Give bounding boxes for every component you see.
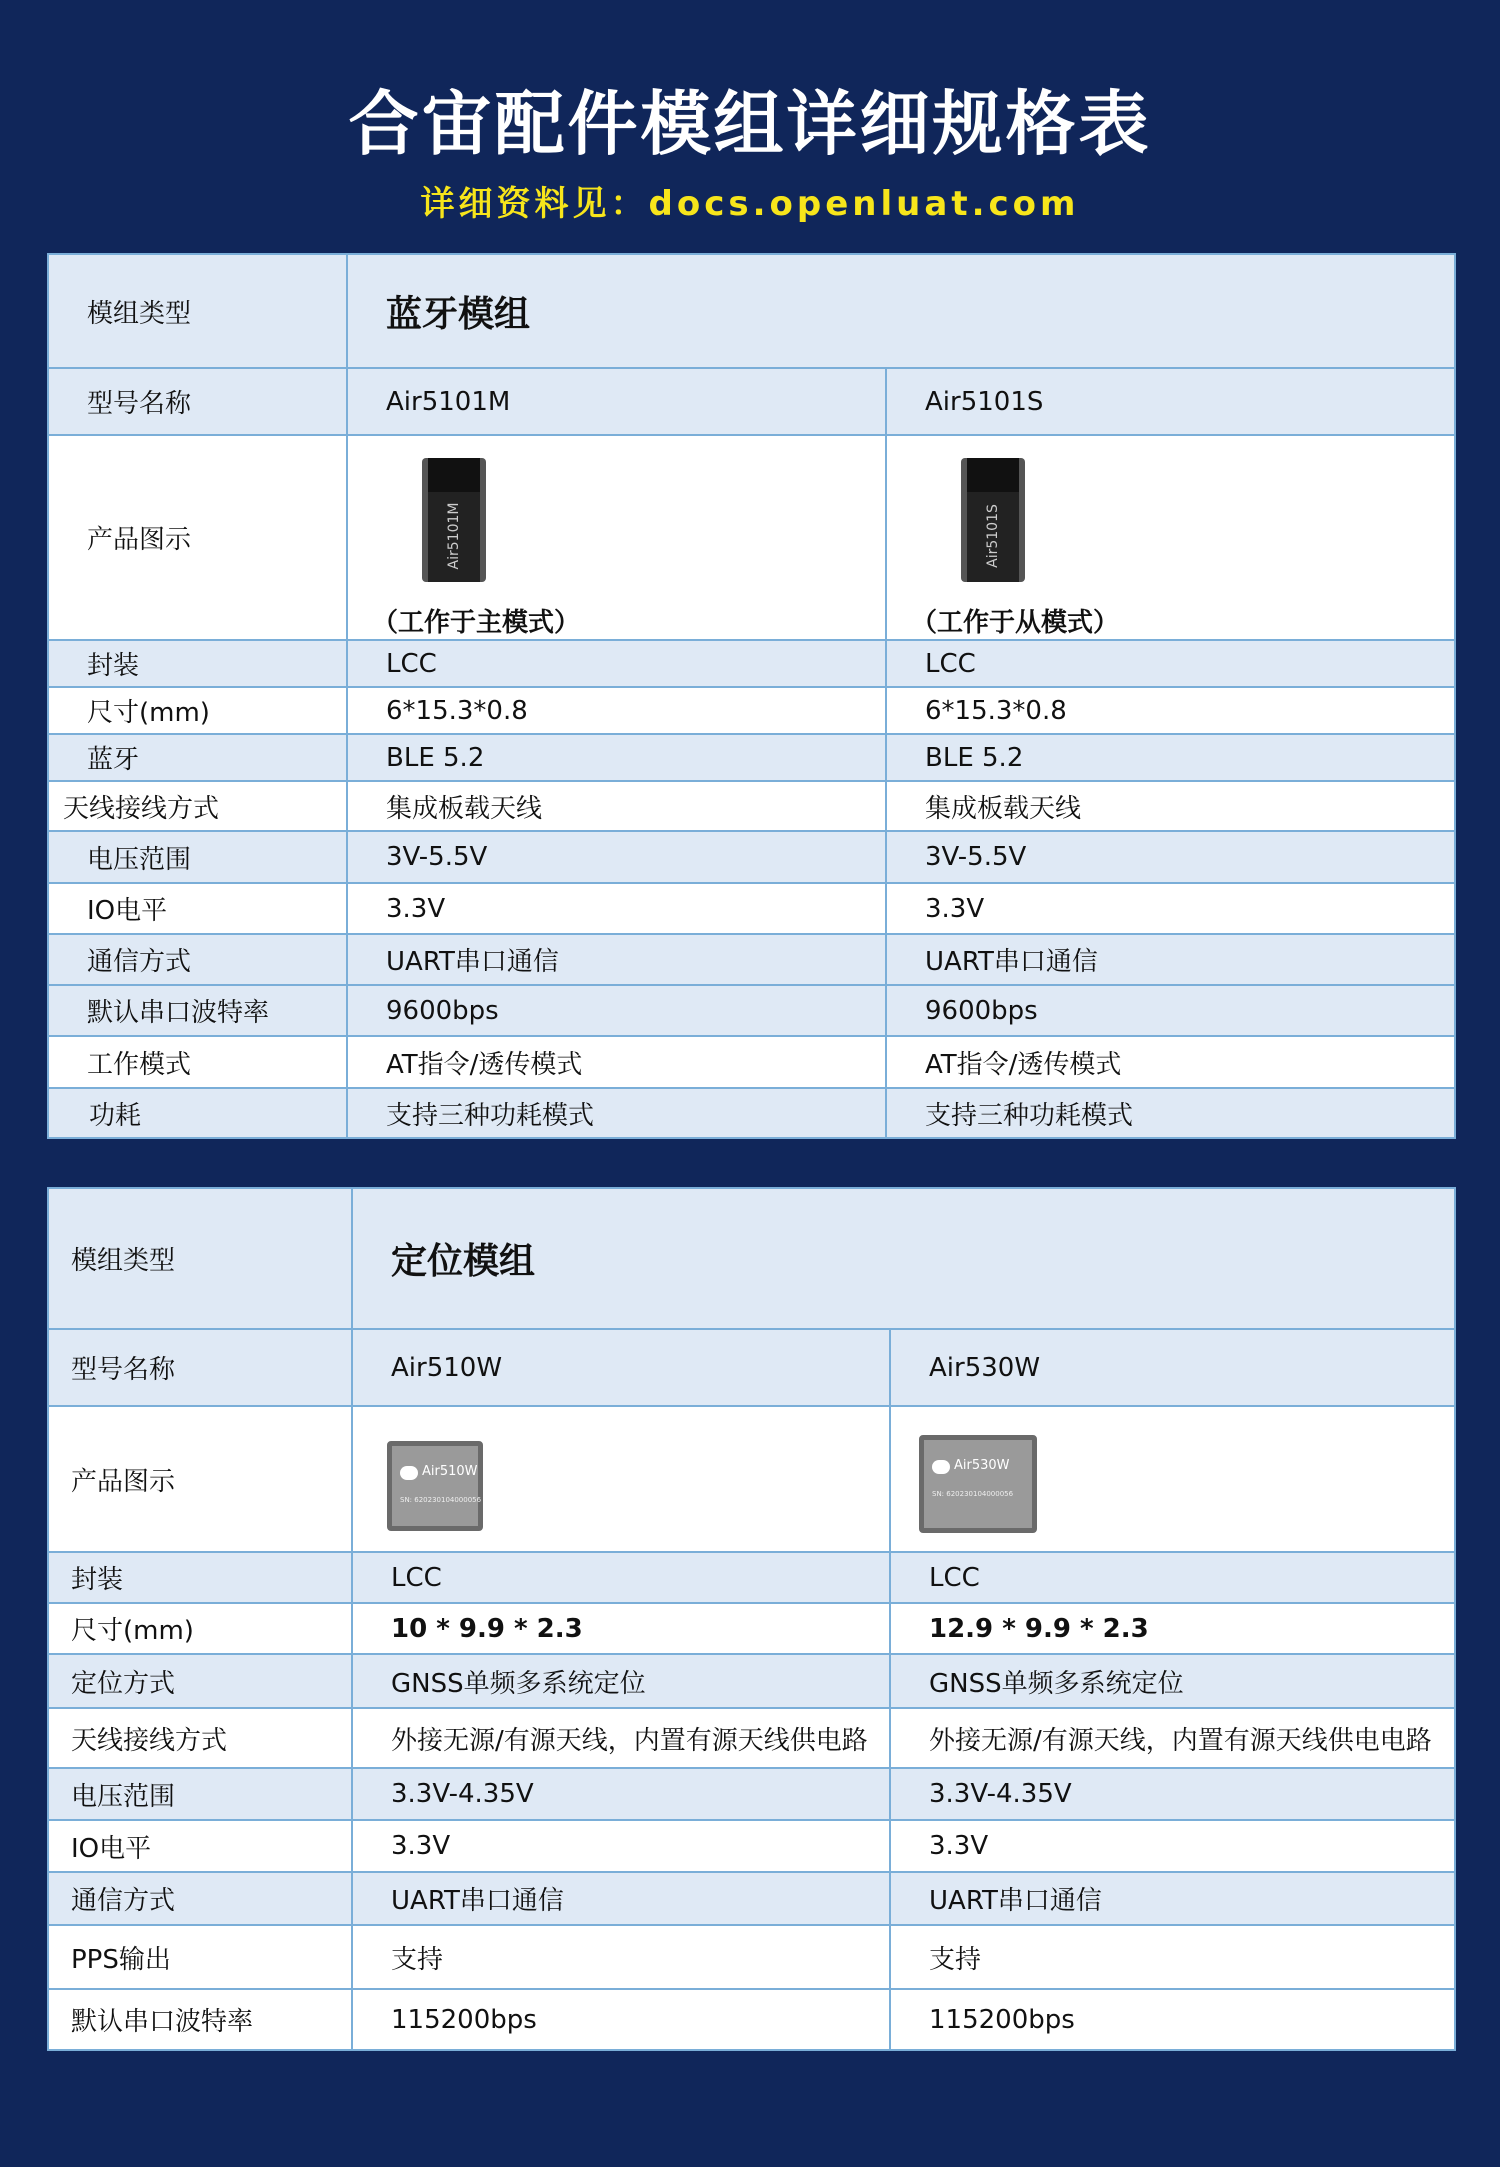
spec-label: PPS输出 — [48, 1925, 352, 1989]
spec-label: 蓝牙 — [48, 734, 347, 781]
model-name-label: 型号名称 — [48, 1329, 352, 1406]
spec-label: 天线接线方式 — [48, 781, 347, 831]
module-type-label: 模组类型 — [48, 1188, 352, 1329]
spec-value: 集成板载天线 — [886, 781, 1455, 831]
model-name-label: 型号名称 — [48, 368, 347, 435]
spec-value: 3V-5.5V — [886, 831, 1455, 883]
model-name-cell: Air5101S — [886, 368, 1455, 435]
spec-value: LCC — [886, 640, 1455, 687]
module-chip-image: Air5101M — [422, 458, 486, 582]
spec-label: 功耗 — [48, 1088, 347, 1138]
spec-label: IO电平 — [48, 883, 347, 934]
spec-value: 115200bps — [352, 1989, 890, 2050]
spec-label: 电压范围 — [48, 1768, 352, 1820]
spec-label: 天线接线方式 — [48, 1708, 352, 1768]
product-image-cell — [886, 435, 1455, 640]
spec-value: UART串口通信 — [352, 1872, 890, 1925]
spec-value: 3.3V — [890, 1820, 1455, 1872]
spec-value: 集成板载天线 — [347, 781, 886, 831]
docs-link-subtitle[interactable]: 详细资料见：docs.openluat.com — [420, 184, 1080, 224]
spec-value: 6*15.3*0.8 — [347, 687, 886, 734]
spec-value: UART串口通信 — [886, 934, 1455, 985]
module-chip-image: Air510W SN: 620230104000056 — [387, 1441, 483, 1531]
product-image-label: 产品图示 — [48, 435, 347, 640]
spec-value: 115200bps — [890, 1989, 1455, 2050]
module-type-value: 定位模组 — [352, 1188, 1455, 1329]
spec-value: AT指令/透传模式 — [347, 1036, 886, 1088]
spec-value: 支持三种功耗模式 — [886, 1088, 1455, 1138]
spec-value: UART串口通信 — [890, 1872, 1455, 1925]
spec-value: 3.3V — [347, 883, 886, 934]
spec-value: GNSS单频多系统定位 — [890, 1654, 1455, 1708]
work-mode-note: （工作于从模式） — [911, 608, 1120, 638]
spec-value: UART串口通信 — [347, 934, 886, 985]
spec-value: 9600bps — [886, 985, 1455, 1036]
spec-label: 默认串口波特率 — [48, 985, 347, 1036]
spec-value: BLE 5.2 — [886, 734, 1455, 781]
gnss-spec-table — [47, 1187, 1456, 2051]
spec-value: 外接无源/有源天线，内置有源天线供电电路 — [890, 1708, 1455, 1768]
module-type-label: 模组类型 — [48, 254, 347, 368]
spec-value: 支持 — [352, 1925, 890, 1989]
spec-label: IO电平 — [48, 1820, 352, 1872]
product-image-cell — [347, 435, 886, 640]
spec-label: 封装 — [48, 640, 347, 687]
spec-value: 外接无源/有源天线，内置有源天线供电路 — [352, 1708, 890, 1768]
spec-value: LCC — [352, 1552, 890, 1603]
model-name-cell: Air5101M — [347, 368, 886, 435]
spec-value: 10 * 9.9 * 2.3 — [352, 1603, 890, 1654]
spec-value: 3.3V — [352, 1820, 890, 1872]
model-name-cell: Air510W — [352, 1329, 890, 1406]
spec-value: 12.9 * 9.9 * 2.3 — [890, 1603, 1455, 1654]
product-image-cell — [352, 1406, 890, 1552]
module-type-value: 蓝牙模组 — [347, 254, 1455, 368]
spec-value: 支持三种功耗模式 — [347, 1088, 886, 1138]
spec-value: LCC — [347, 640, 886, 687]
spec-label: 尺寸(mm) — [48, 1603, 352, 1654]
product-image-label: 产品图示 — [48, 1406, 352, 1552]
spec-label: 电压范围 — [48, 831, 347, 883]
model-name-cell: Air530W — [890, 1329, 1455, 1406]
spec-value: 9600bps — [347, 985, 886, 1036]
module-chip-image: Air530W SN: 620230104000056 — [919, 1435, 1037, 1533]
spec-label: 封装 — [48, 1552, 352, 1603]
spec-value: LCC — [890, 1552, 1455, 1603]
spec-value: 6*15.3*0.8 — [886, 687, 1455, 734]
page-title: 合宙配件模组详细规格表 — [348, 83, 1152, 165]
spec-value: 支持 — [890, 1925, 1455, 1989]
spec-label: 通信方式 — [48, 1872, 352, 1925]
bluetooth-spec-table — [47, 253, 1456, 1139]
spec-label: 尺寸(mm) — [48, 687, 347, 734]
spec-value: 3V-5.5V — [347, 831, 886, 883]
spec-value: GNSS单频多系统定位 — [352, 1654, 890, 1708]
spec-label: 定位方式 — [48, 1654, 352, 1708]
spec-value: BLE 5.2 — [347, 734, 886, 781]
product-image-cell — [890, 1406, 1455, 1552]
spec-value: 3.3V-4.35V — [352, 1768, 890, 1820]
spec-label: 默认串口波特率 — [48, 1989, 352, 2050]
work-mode-note: （工作于主模式） — [372, 608, 581, 638]
spec-value: 3.3V — [886, 883, 1455, 934]
spec-value: 3.3V-4.35V — [890, 1768, 1455, 1820]
spec-label: 通信方式 — [48, 934, 347, 985]
spec-label: 工作模式 — [48, 1036, 347, 1088]
spec-value: AT指令/透传模式 — [886, 1036, 1455, 1088]
module-chip-image: Air5101S — [961, 458, 1025, 582]
